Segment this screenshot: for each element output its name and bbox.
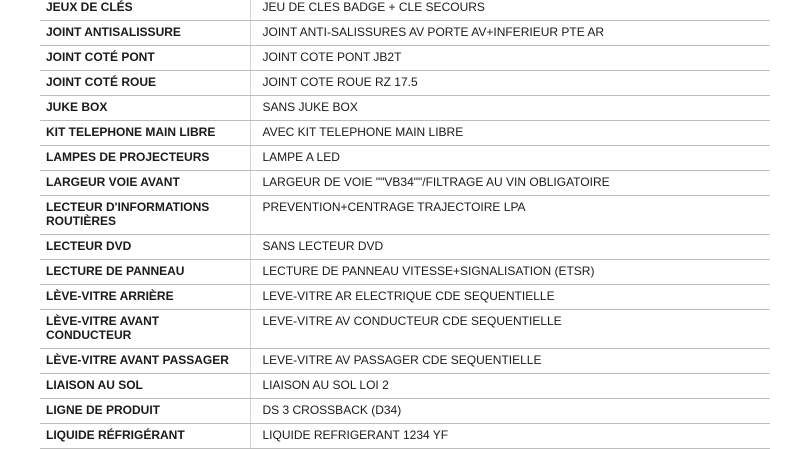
row-value: JOINT COTE PONT JB2T bbox=[250, 46, 770, 71]
spec-table bbox=[40, 0, 770, 449]
row-label: JOINT COTÉ PONT bbox=[40, 46, 250, 71]
row-label: JUKE BOX bbox=[40, 96, 250, 121]
row-value: LIAISON AU SOL LOI 2 bbox=[250, 374, 770, 399]
table-row bbox=[40, 21, 770, 46]
table-row bbox=[40, 260, 770, 285]
row-label: JEUX DE CLÉS bbox=[40, 0, 250, 21]
row-label: LÈVE-VITRE AVANT PASSAGER bbox=[40, 349, 250, 374]
row-value: JOINT COTE ROUE RZ 17.5 bbox=[250, 71, 770, 96]
table-row bbox=[40, 96, 770, 121]
row-value: SANS LECTEUR DVD bbox=[250, 235, 770, 260]
row-label: LÈVE-VITRE ARRIÈRE bbox=[40, 285, 250, 310]
row-value: AVEC KIT TELEPHONE MAIN LIBRE bbox=[250, 121, 770, 146]
table-row bbox=[40, 196, 770, 235]
row-value: LARGEUR DE VOIE ""VB34""/FILTRAGE AU VIN OBLIGATOIRE bbox=[250, 171, 770, 196]
row-label: LECTURE DE PANNEAU bbox=[40, 260, 250, 285]
table-row bbox=[40, 349, 770, 374]
table-row bbox=[40, 235, 770, 260]
row-value: LEVE-VITRE AV CONDUCTEUR CDE SEQUENTIELLE bbox=[250, 310, 770, 349]
spec-table-body bbox=[40, 0, 770, 449]
row-label: KIT TELEPHONE MAIN LIBRE bbox=[40, 121, 250, 146]
row-label: LAMPES DE PROJECTEURS bbox=[40, 146, 250, 171]
table-row bbox=[40, 71, 770, 96]
row-label: LIQUIDE RÉFRIGÉRANT bbox=[40, 424, 250, 449]
row-value: JEU DE CLES BADGE + CLE SECOURS bbox=[250, 0, 770, 21]
row-value: LEVE-VITRE AV PASSAGER CDE SEQUENTIELLE bbox=[250, 349, 770, 374]
row-label: LIAISON AU SOL bbox=[40, 374, 250, 399]
row-value: SANS JUKE BOX bbox=[250, 96, 770, 121]
row-label: LECTEUR D'INFORMATIONS ROUTIÈRES bbox=[40, 196, 250, 235]
row-value: LAMPE A LED bbox=[250, 146, 770, 171]
table-row bbox=[40, 374, 770, 399]
row-value: LIQUIDE REFRIGERANT 1234 YF bbox=[250, 424, 770, 449]
table-row bbox=[40, 0, 770, 21]
table-row bbox=[40, 121, 770, 146]
table-row bbox=[40, 310, 770, 349]
table-row bbox=[40, 171, 770, 196]
row-label: LIGNE DE PRODUIT bbox=[40, 399, 250, 424]
row-label: JOINT COTÉ ROUE bbox=[40, 71, 250, 96]
row-value: LECTURE DE PANNEAU VITESSE+SIGNALISATION (ETSR) bbox=[250, 260, 770, 285]
row-label: LARGEUR VOIE AVANT bbox=[40, 171, 250, 196]
table-row bbox=[40, 399, 770, 424]
row-value: JOINT ANTI-SALISSURES AV PORTE AV+INFERIEUR PTE AR bbox=[250, 21, 770, 46]
row-label: LÈVE-VITRE AVANT CONDUCTEUR bbox=[40, 310, 250, 349]
row-value: LEVE-VITRE AR ELECTRIQUE CDE SEQUENTIELLE bbox=[250, 285, 770, 310]
row-label: LECTEUR DVD bbox=[40, 235, 250, 260]
table-row bbox=[40, 424, 770, 449]
table-row bbox=[40, 285, 770, 310]
row-value: PREVENTION+CENTRAGE TRAJECTOIRE LPA bbox=[250, 196, 770, 235]
row-label: JOINT ANTISALISSURE bbox=[40, 21, 250, 46]
table-row bbox=[40, 146, 770, 171]
table-row bbox=[40, 46, 770, 71]
row-value: DS 3 CROSSBACK (D34) bbox=[250, 399, 770, 424]
